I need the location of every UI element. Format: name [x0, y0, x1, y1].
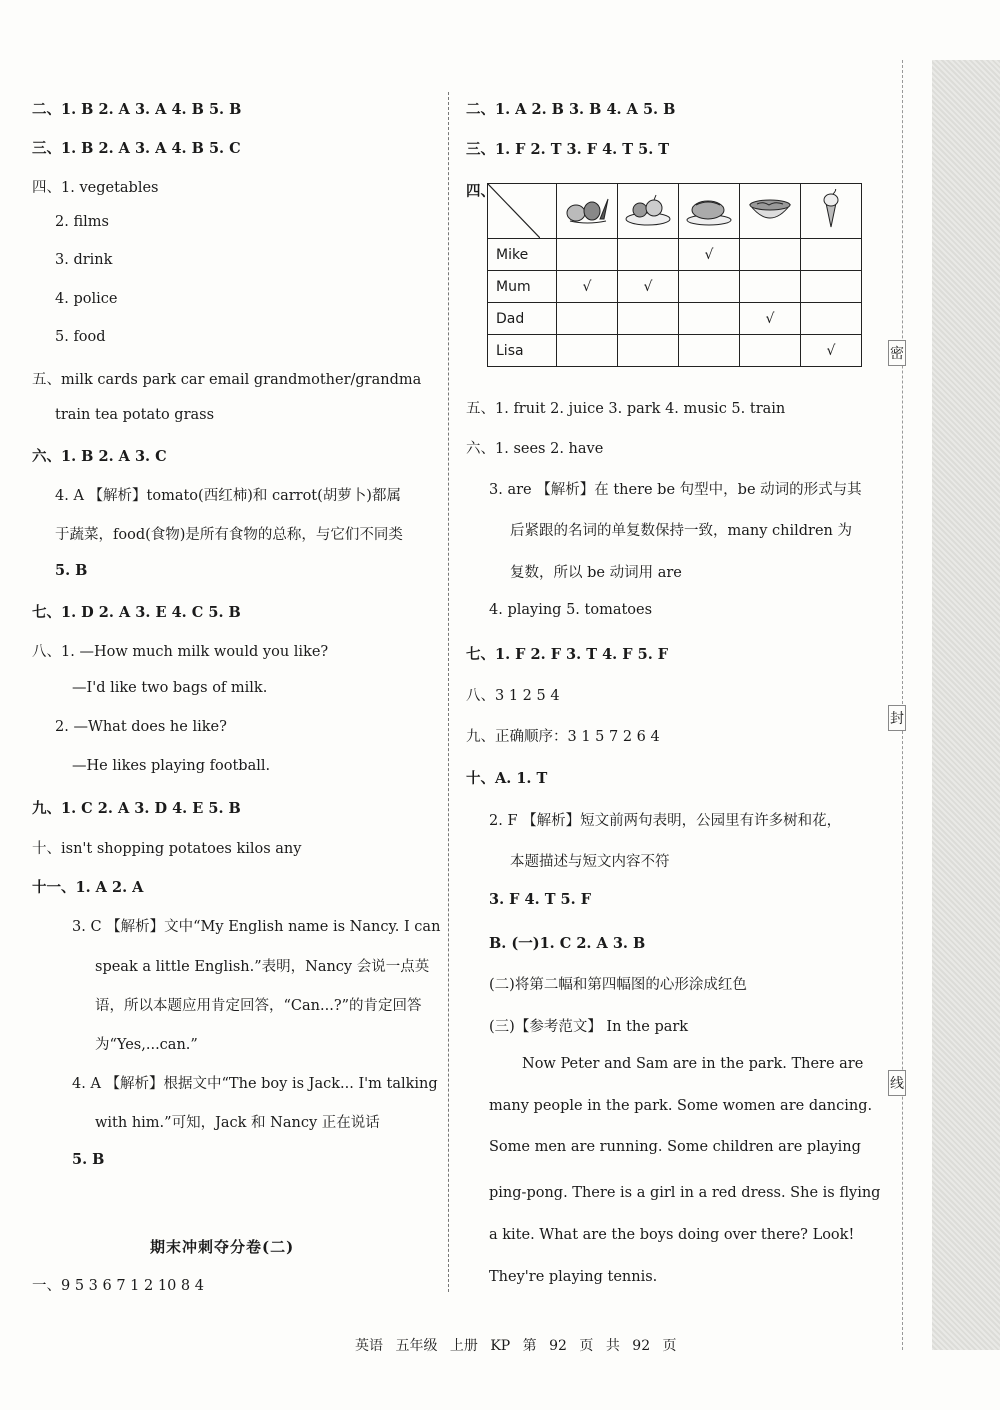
answer-line: 4. A 【解析】tomato(西红柿)和 carrot(胡萝卜)都属 [55, 488, 401, 504]
answer-line: 二、1. A 2. B 3. B 4. A 5. B [466, 101, 676, 118]
answer-line: 九、1. C 2. A 3. D 4. E 5. B [32, 800, 241, 817]
answer-line: 五、milk cards park car email grandmother/grandma [32, 372, 422, 388]
row-name: Mum [488, 271, 557, 303]
check-cell: √ [618, 271, 679, 303]
answer-line: 十、A. 1. T [466, 770, 548, 787]
column-divider [448, 92, 449, 1292]
check-cell [740, 335, 801, 367]
answer-line: 4. police [55, 291, 118, 307]
fruit-plate-icon [618, 184, 679, 239]
check-cell [679, 303, 740, 335]
check-cell [801, 239, 862, 271]
noodle-bowl-icon [740, 184, 801, 239]
check-cell [740, 271, 801, 303]
answer-line: with him.”可知，Jack 和 Nancy 正在说话 [95, 1115, 380, 1131]
table-row [488, 239, 862, 271]
answer-line: 4. A 【解析】根据文中“The boy is Jack... I'm talking [72, 1076, 438, 1092]
food-preference-table [487, 183, 862, 367]
table-row [488, 335, 862, 367]
binding-edge-strip [932, 60, 1000, 1350]
answer-line: 3. C 【解析】文中“My English name is Nancy. I can [72, 919, 441, 935]
answer-line: 4. playing 5. tomatoes [489, 602, 653, 618]
row-name: Dad [488, 303, 557, 335]
answer-line: 三、1. B 2. A 3. A 4. B 5. C [32, 140, 241, 157]
answer-line: 语，所以本题应用肯定回答，“Can...?”的肯定回答 [95, 998, 422, 1014]
answer-line: Some men are running. Some children are playing [489, 1139, 861, 1155]
check-cell: √ [801, 335, 862, 367]
check-cell [557, 335, 618, 367]
answer-line: 十、isn't shopping potatoes kilos any [32, 841, 302, 857]
answer-line: 2. films [55, 214, 109, 230]
answer-line: 2. —What does he like? [55, 719, 227, 735]
row-name: Lisa [488, 335, 557, 367]
answer-line: (二)将第二幅和第四幅图的心形涂成红色 [489, 977, 747, 993]
answer-line: ping-pong. There is a girl in a red dress. She is flying [489, 1185, 881, 1201]
section-title: 期末冲刺夺分卷(二) [150, 1238, 295, 1256]
answer-line: 2. F 【解析】短文前两句表明，公园里有许多树和花， [489, 813, 842, 829]
answer-line: —He likes playing football. [72, 758, 271, 774]
check-cell [740, 239, 801, 271]
answer-line: speak a little English.”表明，Nancy 会说一点英 [95, 959, 430, 975]
check-cell [679, 271, 740, 303]
answer-line: 十一、1. A 2. A [32, 879, 144, 896]
check-cell: √ [557, 271, 618, 303]
answer-line: 于蔬菜，food(食物)是所有食物的总称，与它们不同类 [55, 527, 403, 543]
answer-line: 5. B [55, 562, 88, 579]
answer-line: 六、1. B 2. A 3. C [32, 448, 167, 465]
ice-cream-icon [801, 184, 862, 239]
diagonal-header-cell [488, 184, 557, 239]
check-cell [801, 303, 862, 335]
answer-line: train tea potato grass [55, 407, 215, 423]
seal-char: 密 [888, 340, 906, 366]
answer-line: 复数，所以 be 动词用 are [510, 565, 682, 581]
row-name: Mike [488, 239, 557, 271]
answer-line: 九、正确顺序：3 1 5 7 2 6 4 [466, 729, 660, 745]
answer-line: 四、 [466, 183, 495, 200]
answer-line: a kite. What are the boys doing over there? Look! [489, 1227, 855, 1243]
answer-line: B. (一)1. C 2. A 3. B [489, 935, 646, 952]
answer-line: 七、1. D 2. A 3. E 4. C 5. B [32, 604, 241, 621]
answer-line: They're playing tennis. [489, 1269, 658, 1285]
answer-line: 3. are 【解析】在 there be 句型中，be 动词的形式与其 [489, 482, 862, 498]
answer-line: 八、1. —How much milk would you like? [32, 644, 329, 660]
answer-line: 5. B [72, 1151, 105, 1168]
answer-line: 为“Yes,...can.” [95, 1037, 198, 1053]
page-footer: 英语 五年级 上册 KP 第 92 页 共 92 页 [355, 1338, 677, 1354]
answer-line: 六、1. sees 2. have [466, 441, 604, 457]
check-cell [557, 303, 618, 335]
answer-line: Now Peter and Sam are in the park. There are [522, 1056, 864, 1072]
check-cell [618, 239, 679, 271]
answer-line: 四、1. vegetables [32, 180, 159, 196]
answer-line: 二、1. B 2. A 3. A 4. B 5. B [32, 101, 242, 118]
check-cell [679, 335, 740, 367]
answer-line: 一、9 5 3 6 7 1 2 10 8 4 [32, 1278, 204, 1294]
answer-line: —I'd like two bags of milk. [72, 680, 268, 696]
answer-line: 3. drink [55, 252, 113, 268]
answer-line: many people in the park. Some women are dancing. [489, 1098, 873, 1114]
vegetables-icon [557, 184, 618, 239]
answer-line: 3. F 4. T 5. F [489, 891, 592, 908]
answer-line: 三、1. F 2. T 3. F 4. T 5. T [466, 141, 670, 158]
answer-line: 七、1. F 2. F 3. T 4. F 5. F [466, 646, 669, 663]
answer-line: (三)【参考范文】 In the park [489, 1019, 689, 1035]
chicken-icon [679, 184, 740, 239]
check-cell: √ [740, 303, 801, 335]
check-cell [618, 335, 679, 367]
check-cell [801, 271, 862, 303]
check-cell [557, 239, 618, 271]
answer-line: 5. food [55, 329, 106, 345]
answer-line: 后紧跟的名词的单复数保持一致，many children 为 [510, 523, 853, 539]
check-cell: √ [679, 239, 740, 271]
check-cell [618, 303, 679, 335]
seal-char: 封 [888, 705, 906, 731]
seal-char: 线 [888, 1070, 906, 1096]
answer-line: 本题描述与短文内容不符 [510, 854, 670, 870]
table-row [488, 303, 862, 335]
answer-line: 五、1. fruit 2. juice 3. park 4. music 5. train [466, 401, 786, 417]
answer-line: 八、3 1 2 5 4 [466, 688, 560, 704]
table-header-row [488, 184, 862, 239]
table-row [488, 271, 862, 303]
